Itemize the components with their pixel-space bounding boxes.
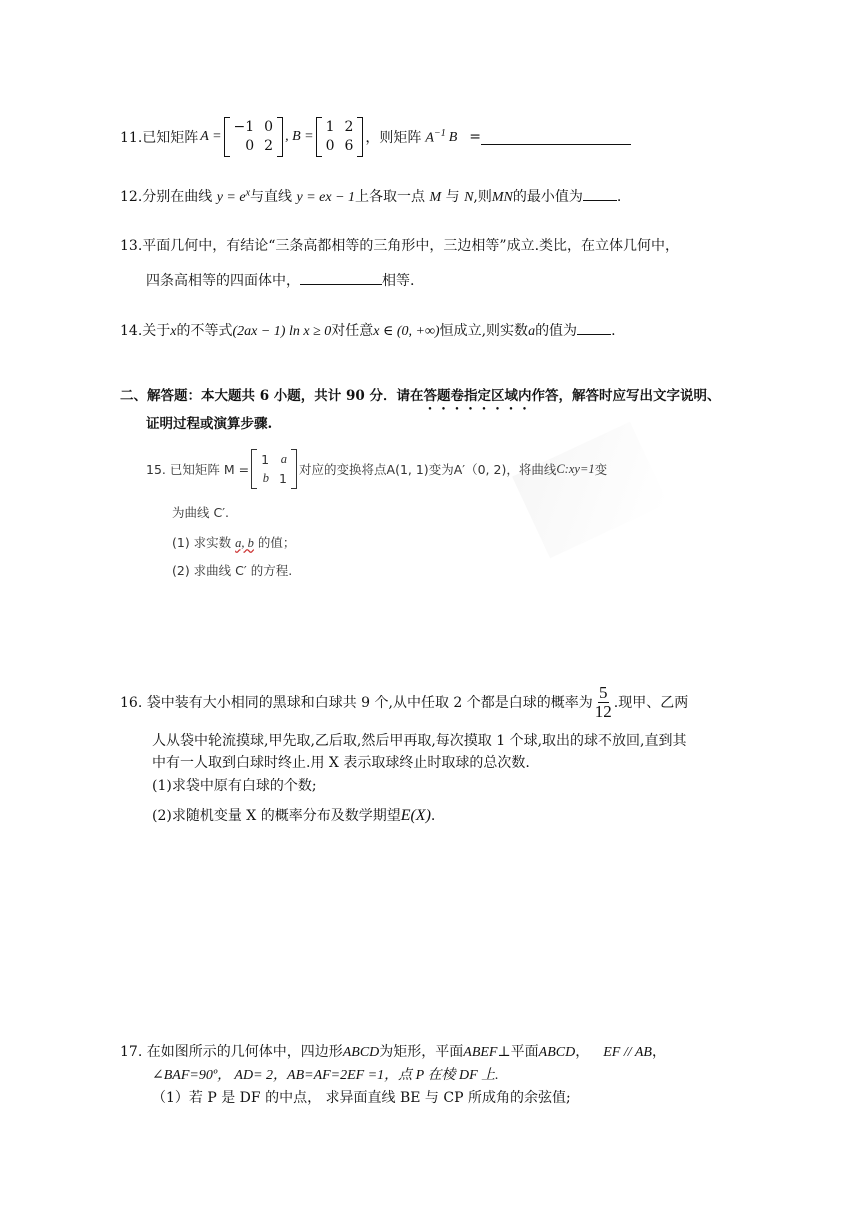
question-13-line2: 四条高相等的四面体中， 相等. [146,273,415,289]
q14-answer-blank[interactable] [577,322,611,335]
q11-equals: = [469,129,482,145]
question-17: 17. 在如图所示的几何体中，四边形ABCD为矩形，平面ABEF⊥平面ABCD， EF // AB， [120,1044,666,1060]
matrix-b: 1 2 0 6 [316,117,364,157]
q12-curve: $y = e^x$ [216,187,251,205]
q11-mid: ，则矩阵 [365,130,422,146]
question-16-line3: 中有一人取到白球时终止.用 X 表示取球终止时取球的总次数. [152,755,530,771]
q14-inequality: (2ax − 1) ln x ≥ 0 [232,324,332,339]
q13-answer-blank[interactable] [300,272,382,285]
question-15: 15. 已知矩阵 M = 1 a b 1 对应的变换将点 A(1, 1) 变为 A′（0, 2) ，将曲线 C:xy=1 变 [146,446,607,492]
probability-fraction: $\frac{5}{12}$ [594,682,612,721]
question-15-sub1: (1) 求实数 a, b 的值； [172,535,296,550]
section-2-heading: 二、解答题：本大题共 6 小题，共计 90 分．请在答题卷指定区域内作答，解答时应写出文字说明、 [120,388,721,404]
question-15-sub2: (2) 求曲线 C′ 的方程. [172,563,293,578]
question-11 [120,114,631,160]
q11-prefix: 11.已知矩阵 [120,130,199,146]
question-13: 13.平面几何中，有结论“三条高都相等的三角形中，三边相等”成立.类比，在立体几何中， [120,238,680,254]
question-12: 12.分别在曲线 $y = e^x$与直线 y = ex − 1上各取一点 M 与 N,则MN的最小值为 . [120,187,622,205]
question-17-line2: ∠BAF=90º， AD= 2，AB=AF=2EF =1，点 P 在棱 DF 上. [152,1068,499,1083]
q11-a-label: A = [200,129,222,144]
q11-expr: $A^{-1}$ B [425,127,458,146]
q12-line: y = ex − 1 [296,190,356,205]
question-16-line2: 人从袋中轮流摸球,甲先取,乙后取,然后甲再取,每次摸取 1 个球,取出的球不放回,直到其 [152,733,687,749]
question-17-sub1: （1）若 P 是 DF 的中点， 求异面直线 BE 与 CP 所成角的余弦值; [152,1090,571,1106]
question-15-line2: 为曲线 C′. [172,505,230,520]
matrix-m: 1 a b 1 [251,449,297,489]
section-2-heading-line2: 证明过程或演算步骤. [146,416,273,432]
question-16-sub2: (2)求随机变量 X 的概率分布及数学期望E(X). [152,807,436,824]
q12-answer-blank[interactable] [583,188,617,201]
q11-b-label: , B = [285,129,314,144]
question-16: 16. 袋中装有大小相同的黑球和白球共 9 个,从中任取 2 个都是白球的概率为 $\frac{5}{12}$ .现甲、乙两 [120,682,689,721]
question-16-sub1: (1)求袋中原有白球的个数; [152,778,317,794]
matrix-a: −1 0 0 2 [224,117,284,157]
question-14: 14.关于x的不等式(2ax − 1) ln x ≥ 0对任意x ∈ (0, +∞)恒成立,则实数a的值为 . [120,323,616,339]
q11-answer-blank[interactable] [481,130,631,145]
